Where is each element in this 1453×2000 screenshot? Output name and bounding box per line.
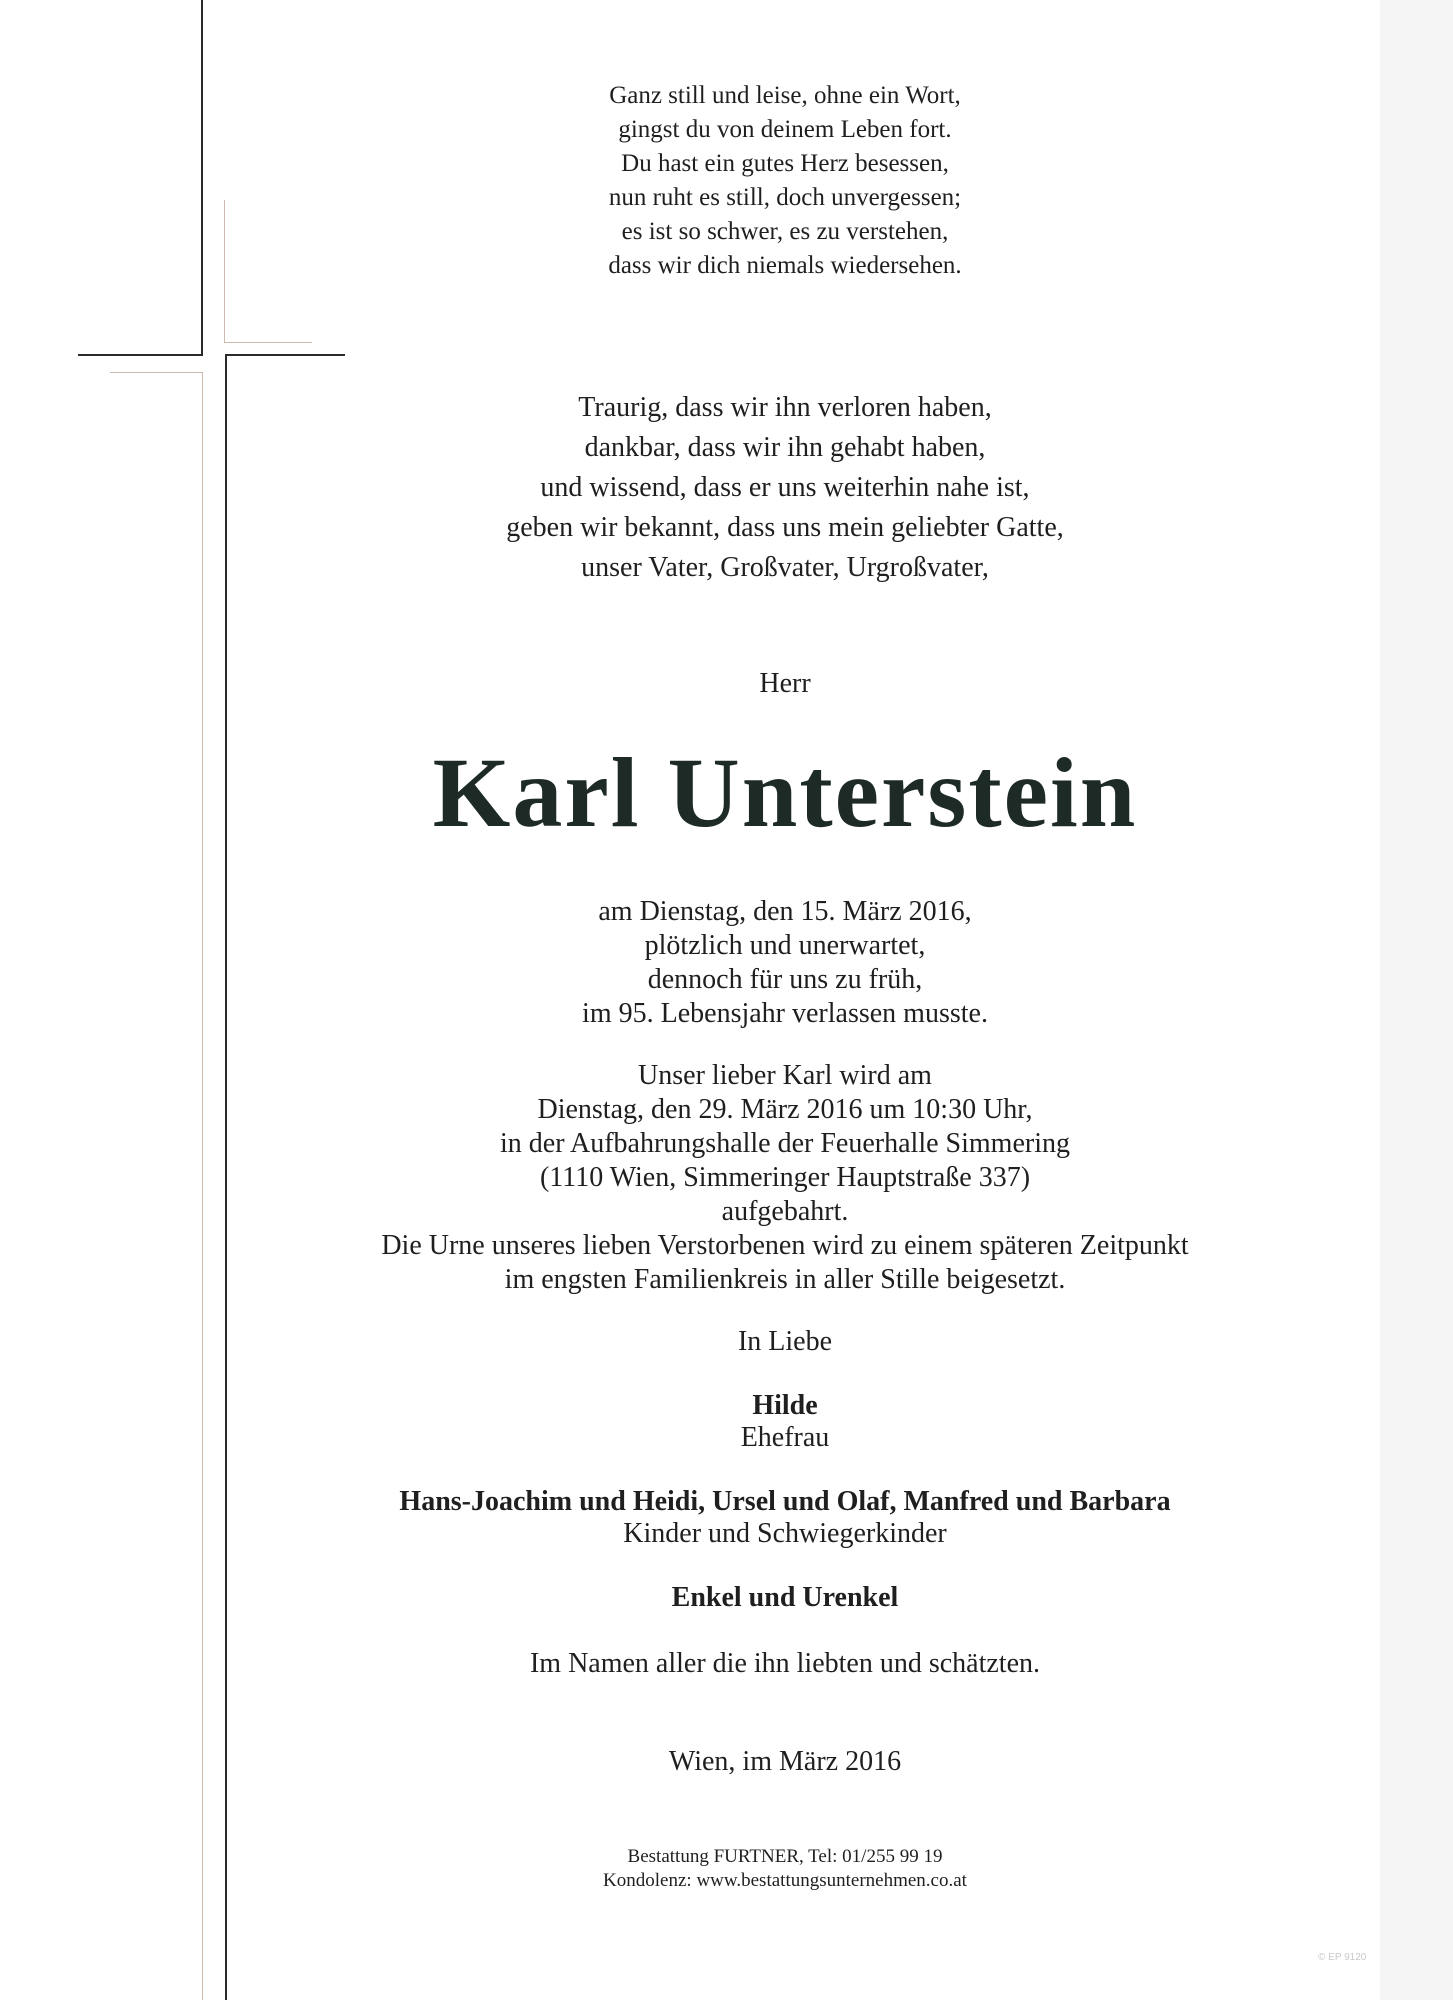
ceremony-line: Die Urne unseres lieben Verstorbenen wird zu einem späteren Zeitpunkt (381, 1230, 1189, 1261)
ceremony-line: (1110 Wien, Simmeringer Hauptstraße 337) (539, 1162, 1031, 1193)
ceremony-line: aufgebahrt. (721, 1196, 849, 1227)
closing-line: Im Namen aller die ihn liebten und schätzten. (529, 1648, 1041, 1679)
intro-line: unser Vater, Großvater, Urgroßvater, (581, 552, 989, 583)
intro-line: Traurig, dass wir ihn verloren haben, (578, 392, 992, 423)
funeral-home-contact: Bestattung FURTNER, Tel: 01/255 99 19 (627, 1846, 943, 1867)
in-love-label: In Liebe (737, 1326, 833, 1357)
cross-shadow-vertical-lower (202, 372, 203, 2000)
notice-line: dennoch für uns zu früh, (647, 964, 923, 995)
spouse-name: Hilde (752, 1390, 818, 1421)
children-role: Kinder und Schwiegerkinder (623, 1518, 947, 1549)
poem-line: Du hast ein gutes Herz besessen, (621, 150, 949, 177)
intro-line: und wissend, dass er uns weiterhin nahe ist, (540, 472, 1030, 503)
poem-line: Ganz still und leise, ohne ein Wort, (609, 82, 961, 109)
poem-line: gingst du von deinem Leben fort. (618, 116, 952, 143)
cross-shadow-horizontal-left (110, 372, 202, 373)
cross-horizontal-right-line (225, 354, 345, 356)
ceremony-line: Dienstag, den 29. März 2016 um 10:30 Uhr, (537, 1094, 1033, 1125)
ceremony-line: im engsten Familienkreis in aller Stille beigesetzt. (504, 1264, 1066, 1295)
stamp-code: © EP 9120 (1318, 1952, 1367, 1963)
cross-vertical-lower-line (225, 354, 227, 2000)
notice-line: plötzlich und unerwartet, (644, 930, 926, 961)
cross-horizontal-left-line (78, 354, 203, 356)
cross-shadow-vertical-upper (224, 200, 225, 342)
poem-line: es ist so schwer, es zu verstehen, (621, 218, 949, 245)
notice-line: am Dienstag, den 15. März 2016, (598, 896, 972, 927)
ceremony-line: Unser lieber Karl wird am (638, 1060, 932, 1091)
deceased-name: Karl Unterstein (432, 737, 1138, 848)
children-names: Hans-Joachim und Heidi, Ursel und Olaf, Manfred und Barbara (399, 1486, 1171, 1517)
place-date: Wien, im März 2016 (668, 1746, 902, 1777)
cross-shadow-horizontal-right (224, 342, 312, 343)
intro-line: geben wir bekannt, dass uns mein geliebter Gatte, (506, 512, 1064, 543)
poem-line: nun ruht es still, doch unvergessen; (608, 184, 962, 211)
ceremony-line: in der Aufbahrungshalle der Feuerhalle Simmering (500, 1128, 1070, 1159)
notice-line: im 95. Lebensjahr verlassen musste. (582, 998, 988, 1029)
condolence-link[interactable]: Kondolenz: www.bestattungsunternehmen.co.at (603, 1870, 967, 1891)
spouse-role: Ehefrau (740, 1422, 830, 1453)
poem-line: dass wir dich niemals wiedersehen. (608, 252, 962, 279)
grandchildren-label: Enkel und Urenkel (671, 1582, 899, 1613)
salutation: Herr (759, 668, 811, 699)
intro-line: dankbar, dass wir ihn gehabt haben, (584, 432, 986, 463)
cross-vertical-upper-line (201, 0, 203, 356)
